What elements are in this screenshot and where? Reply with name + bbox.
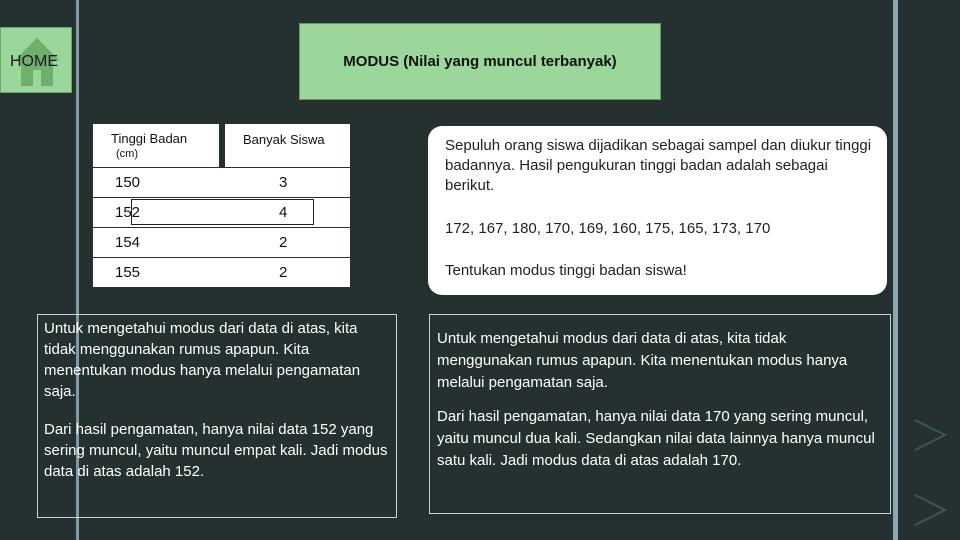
cell-count: 4 <box>279 204 288 221</box>
answer-right-box <box>429 314 891 514</box>
problem-numbers: 172, 167, 180, 170, 169, 160, 175, 165, 173, 170 <box>445 220 771 237</box>
cell-count: 3 <box>279 174 288 191</box>
table-header <box>93 124 350 167</box>
cell-count: 2 <box>279 234 288 251</box>
problem-question: Tentukan modus tinggi badan siswa! <box>445 262 687 279</box>
answer-left-box <box>37 314 397 518</box>
right-accent-line <box>893 0 898 540</box>
cell-height: 155 <box>115 264 141 281</box>
problem-card <box>428 126 887 295</box>
home-button[interactable] <box>0 27 72 93</box>
cell-height: 152 <box>115 204 141 221</box>
cell-height: 150 <box>115 174 141 191</box>
header-height <box>93 124 219 167</box>
cell-height: 154 <box>115 234 141 251</box>
answer-left-p1: Untuk mengetahui modus dari data di atas, kita tidak menggunakan rumus apapun. Kita menentukan modus hanya melalui pengamatan saja. <box>44 320 361 400</box>
problem-intro: Sepuluh orang siswa dijadikan sebagai sampel dan diukur tinggi badannya. Hasil pengukuran tinggi badan adalah sebagai berikut. <box>445 137 872 194</box>
cell-count: 2 <box>279 264 288 281</box>
answer-left-p2: Dari hasil pengamatan, hanya nilai data 152 yang sering muncul, yaitu muncul empat kali. Jadi modus data di atas adalah 152. <box>44 421 388 480</box>
table-row <box>93 168 350 197</box>
header-count: Banyak Siswa <box>225 124 350 167</box>
header-height-unit: (cm) <box>116 148 138 160</box>
decorative-chevron-icon <box>910 405 950 535</box>
data-table <box>93 124 350 287</box>
table-body <box>93 168 350 287</box>
table-row-highlighted <box>93 198 350 227</box>
page-title: MODUS (Nilai yang muncul terbanyak) <box>299 23 661 100</box>
table-row <box>93 228 350 257</box>
answer-right-p1: Untuk mengetahui modus dari data di atas, kita tidak menggunakan rumus apapun. Kita menentukan modus hanya melalui pengamatan saja. <box>437 330 848 391</box>
home-label: HOME <box>10 53 58 70</box>
header-height-label: Tinggi Badan <box>111 131 188 146</box>
answer-right-p2: Dari hasil pengamatan, hanya nilai data 170 yang sering muncul, yaitu muncul dua kali. Sedangkan nilai data lainnya hanya muncul satu kali. Jadi modus data di atas adalah 170. <box>437 408 875 469</box>
table-row <box>93 258 350 287</box>
